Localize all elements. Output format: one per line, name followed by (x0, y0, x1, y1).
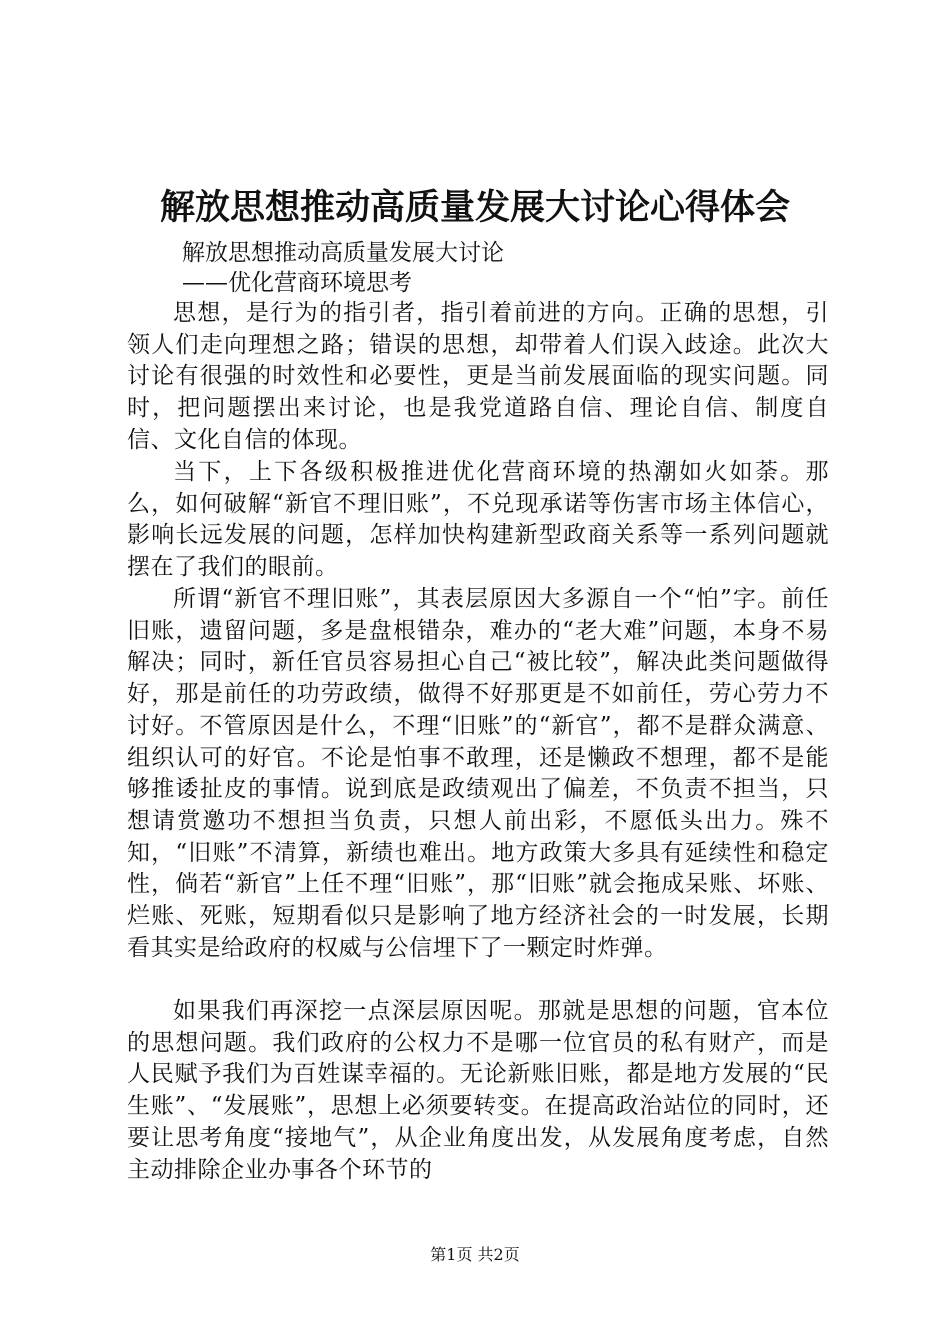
page-footer: 第1页 共2页 (430, 1245, 520, 1264)
document-title: 解放思想推动高质量发展大讨论心得体会 (159, 187, 790, 228)
subtitle-line-1: 解放思想推动高质量发展大讨论 (182, 240, 504, 266)
subtitle-line-2: ——优化营商环境思考 (182, 270, 412, 296)
paragraph-4: 如果我们再深挖一点深层原因呢。那就是思想的问题，官本位的思想问题。我们政府的公权力不是哪一位官员的私有财产，而是人民赋予我们为百姓谋幸福的。无论新账旧账，都是地方发展的“民生账”、“发展账”，思想上必须要转变。在提高政治站位的同时，还要让思考角度“接地气”，从企业角度出发，从发展角度考虑，自然主动排除企业办事各个环节的 (127, 998, 829, 1183)
paragraph-2: 当下，上下各级积极推进优化营商环境的热潮如火如荼。那么，如何破解“新官不理旧账”，不兑现承诺等伤害市场主体信心，影响长远发展的问题，怎样加快构建新型政商关系等一系列问题就摆在了我们的眼前。 (127, 459, 829, 581)
paragraph-1: 思想，是行为的指引者，指引着前进的方向。正确的思想，引领人们走向理想之路；错误的思想，却带着人们误入歧途。此次大讨论有很强的时效性和必要性，更是当前发展面临的现实问题。同时，把问题摆出来讨论，也是我党道路自信、理论自信、制度自信、文化自信的体现。 (127, 300, 829, 453)
paragraph-3: 所谓“新官不理旧账”，其表层原因大多源自一个“怕”字。前任旧账，遗留问题，多是盘根错杂，难办的“老大难”问题，本身不易解决；同时，新任官员容易担心自己“被比较”，解决此类问题做得好，那是前任的功劳政绩，做得不好那更是不如前任，劳心劳力不讨好。不管原因是什么，不理“旧账”的“新官”，都不是群众满意、组织认可的好官。不论是怕事不敢理，还是懒政不想理，都不是能够推诿扯皮的事情。说到底是政绩观出了偏差，不负责不担当，只想请赏邀功不想担当负责，只想人前出彩，不愿低头出力。殊不知，“旧账”不清算，新绩也难出。地方政策大多具有延续性和稳定性，倘若“新官”上任不理“旧账”，那“旧账”就会拖成呆账、坏账、烂账、死账，短期看似只是影响了地方经济社会的一时发展，长期看其实是给政府的权威与公信埋下了一颗定时炸弹。 (127, 586, 829, 961)
